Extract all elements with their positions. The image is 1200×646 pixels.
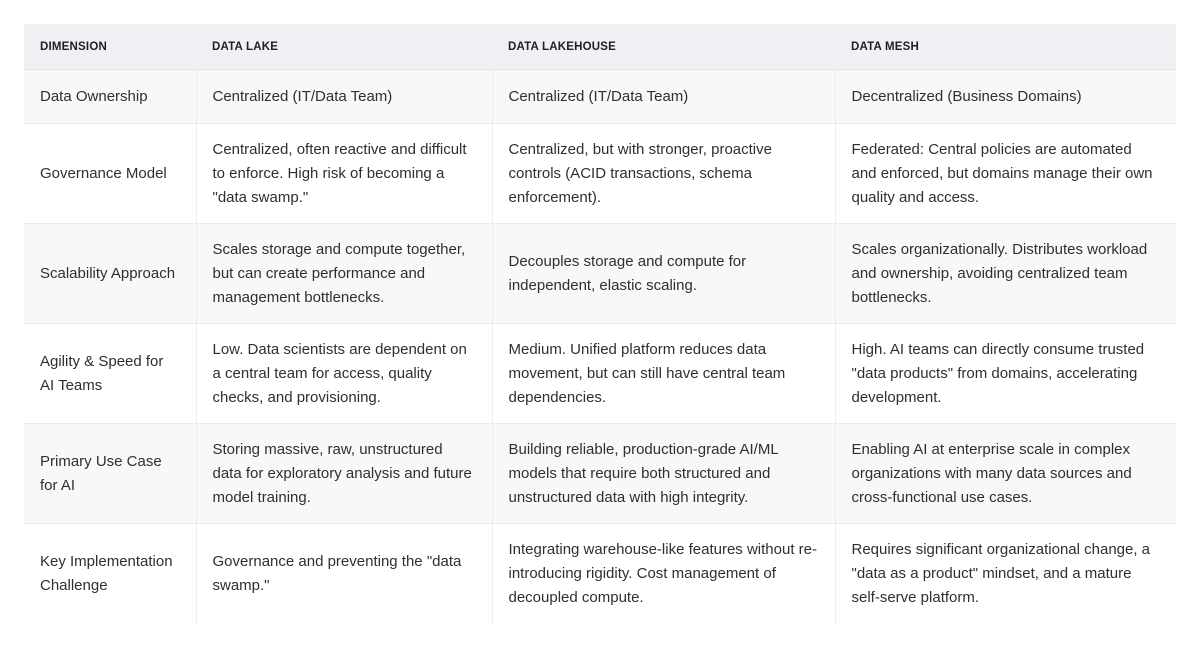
table-row (24, 70, 1176, 124)
cell-data-lakehouse: Building reliable, production-grade AI/ML models that require both structured and unstructured data with high integrity. (492, 424, 835, 524)
row-label: Agility & Speed for AI Teams (24, 324, 196, 424)
cell-data-lakehouse: Centralized, but with stronger, proactive controls (ACID transactions, schema enforcement). (492, 124, 835, 224)
cell-data-lakehouse: Medium. Unified platform reduces data movement, but can still have central team dependencies. (492, 324, 835, 424)
cell-data-mesh: Decentralized (Business Domains) (835, 70, 1176, 124)
cell-data-lake: Low. Data scientists are dependent on a central team for access, quality checks, and provisioning. (196, 324, 492, 424)
row-label: Key Implementation Challenge (24, 524, 196, 624)
header-data-lake: DATA LAKE (196, 24, 492, 70)
row-label: Governance Model (24, 124, 196, 224)
row-label: Scalability Approach (24, 224, 196, 324)
cell-data-lake: Governance and preventing the "data swamp." (196, 524, 492, 624)
cell-data-lake: Storing massive, raw, unstructured data for exploratory analysis and future model training. (196, 424, 492, 524)
table-row (24, 124, 1176, 224)
cell-data-mesh: Requires significant organizational change, a "data as a product" mindset, and a mature self-serve platform. (835, 524, 1176, 624)
cell-data-mesh: Scales organizationally. Distributes workload and ownership, avoiding centralized team bottlenecks. (835, 224, 1176, 324)
cell-data-lakehouse: Centralized (IT/Data Team) (492, 70, 835, 124)
table-row (24, 424, 1176, 524)
header-data-lakehouse: DATA LAKEHOUSE (492, 24, 835, 70)
table-row (24, 524, 1176, 624)
comparison-table (24, 24, 1176, 624)
cell-data-lakehouse: Decouples storage and compute for independent, elastic scaling. (492, 224, 835, 324)
cell-data-mesh: Enabling AI at enterprise scale in complex organizations with many data sources and cross-functional use cases. (835, 424, 1176, 524)
comparison-table-container (24, 24, 1176, 624)
cell-data-lakehouse: Integrating warehouse-like features without re-introducing rigidity. Cost management of decoupled compute. (492, 524, 835, 624)
table-row (24, 224, 1176, 324)
cell-data-lake: Scales storage and compute together, but can create performance and management bottlenecks. (196, 224, 492, 324)
table-header-row (24, 24, 1176, 70)
table-row (24, 324, 1176, 424)
cell-data-mesh: Federated: Central policies are automated and enforced, but domains manage their own quality and access. (835, 124, 1176, 224)
cell-data-lake: Centralized, often reactive and difficult to enforce. High risk of becoming a "data swamp." (196, 124, 492, 224)
row-label: Data Ownership (24, 70, 196, 124)
cell-data-mesh: High. AI teams can directly consume trusted "data products" from domains, accelerating development. (835, 324, 1176, 424)
row-label: Primary Use Case for AI (24, 424, 196, 524)
header-dimension: DIMENSION (24, 24, 196, 70)
header-data-mesh: DATA MESH (835, 24, 1176, 70)
cell-data-lake: Centralized (IT/Data Team) (196, 70, 492, 124)
